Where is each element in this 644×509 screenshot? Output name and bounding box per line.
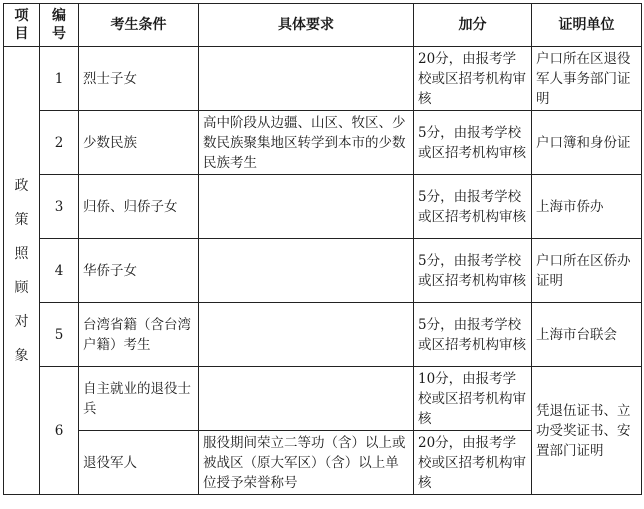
requirement-cell: 高中阶段从边疆、山区、牧区、少数民族聚集地区转学到本市的少数民族考生 xyxy=(199,111,414,175)
requirement-cell xyxy=(199,175,414,239)
condition-cell: 退役军人 xyxy=(79,431,199,495)
condition-cell: 烈士子女 xyxy=(79,47,199,111)
header-item: 项目 xyxy=(4,4,40,47)
requirement-cell: 服役期间荣立二等功（含）以上或被战区（原大军区）（含）以上单位授予荣誉称号 xyxy=(199,431,414,495)
table-header-row xyxy=(4,4,642,47)
requirement-cell xyxy=(199,47,414,111)
certifier-cell: 凭退伍证书、立功受奖证书、安置部门证明 xyxy=(532,367,642,495)
condition-cell: 少数民族 xyxy=(79,111,199,175)
table-row xyxy=(4,47,642,111)
certifier-cell: 上海市侨办 xyxy=(532,175,642,239)
certifier-cell: 户口所在区退役军人事务部门证明 xyxy=(532,47,642,111)
bonus-cell: 5分，由报考学校或区招考机构审核 xyxy=(414,175,532,239)
certifier-cell: 户口簿和身份证 xyxy=(532,111,642,175)
condition-cell: 自主就业的退役士兵 xyxy=(79,367,199,431)
requirement-cell xyxy=(199,367,414,431)
header-requirement: 具体要求 xyxy=(199,4,414,47)
bonus-cell: 20分，由报考学校或区招考机构审核 xyxy=(414,47,532,111)
table-row xyxy=(4,175,642,239)
condition-cell: 归侨、归侨子女 xyxy=(79,175,199,239)
bonus-cell: 5分，由报考学校或区招考机构审核 xyxy=(414,111,532,175)
category-label: 政策照顾对象 xyxy=(14,177,29,364)
bonus-cell: 20分，由报考学校或区招考机构审核 xyxy=(414,431,532,495)
bonus-cell: 5分，由报考学校或区招考机构审核 xyxy=(414,303,532,367)
row-number: 5 xyxy=(40,303,79,367)
header-bonus: 加分 xyxy=(414,4,532,47)
policy-bonus-table xyxy=(3,3,642,495)
certifier-cell: 上海市台联会 xyxy=(532,303,642,367)
row-number: 2 xyxy=(40,111,79,175)
row-number: 1 xyxy=(40,47,79,111)
row-number: 6 xyxy=(40,367,79,495)
category-cell xyxy=(4,47,40,495)
requirement-cell xyxy=(199,303,414,367)
table-row xyxy=(4,303,642,367)
bonus-cell: 10分，由报考学校或区招考机构审核 xyxy=(414,367,532,431)
requirement-cell xyxy=(199,239,414,303)
header-condition: 考生条件 xyxy=(79,4,199,47)
table-row xyxy=(4,239,642,303)
row-number: 4 xyxy=(40,239,79,303)
row-number: 3 xyxy=(40,175,79,239)
table-row xyxy=(4,367,642,431)
condition-cell: 台湾省籍（含台湾户籍）考生 xyxy=(79,303,199,367)
bonus-cell: 5分，由报考学校或区招考机构审核 xyxy=(414,239,532,303)
header-no: 编号 xyxy=(40,4,79,47)
table-row xyxy=(4,111,642,175)
condition-cell: 华侨子女 xyxy=(79,239,199,303)
certifier-cell: 户口所在区侨办证明 xyxy=(532,239,642,303)
header-certifier: 证明单位 xyxy=(532,4,642,47)
